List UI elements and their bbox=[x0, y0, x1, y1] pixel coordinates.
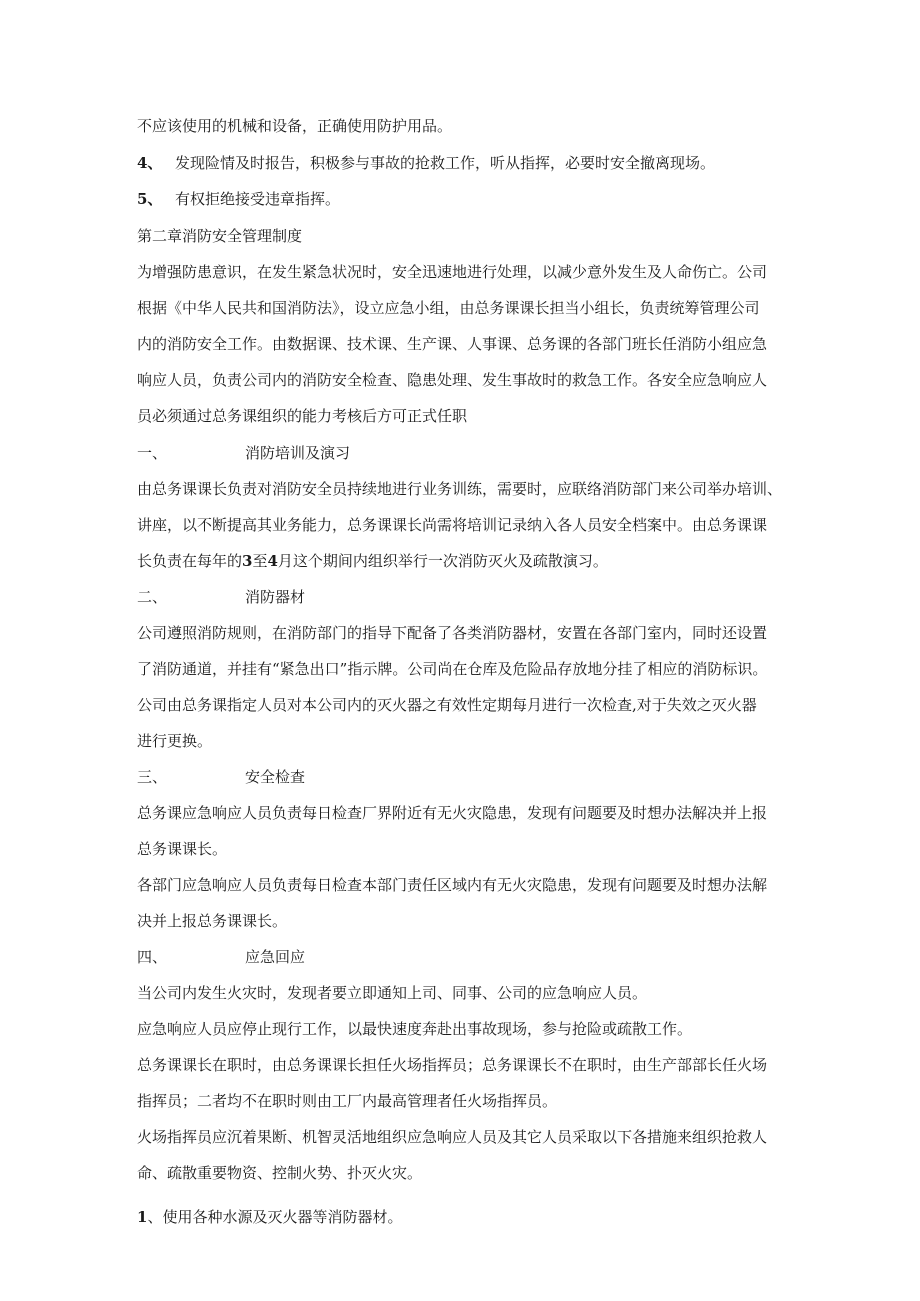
chapter-title: 第二章消防安全管理制度 bbox=[137, 227, 303, 245]
text-line: 总务课课长。 bbox=[137, 840, 228, 858]
text-line: 响应人员，负责公司内的消防安全检查、隐患处理、发生事故时的救急工作。各安全应急响应人 bbox=[137, 371, 768, 389]
section-title: 安全检查 bbox=[245, 768, 306, 786]
text-line: 各部门应急响应人员负责每日检查本部门责任区域内有无火灾隐患，发现有问题要及时想办法解 bbox=[137, 876, 768, 894]
text-line: 命、疏散重要物资、控制火势、扑灭火灾。 bbox=[137, 1164, 423, 1182]
text-line: 为增强防患意识，在发生紧急状况时，安全迅速地进行处理，以减少意外发生及人命伤亡。公司 bbox=[137, 263, 768, 281]
text-line: 当公司内发生火灾时，发现者要立即通知上司、同事、公司的应急响应人员。 bbox=[137, 984, 648, 1002]
section-heading bbox=[137, 443, 350, 463]
text-line: 总务课课长在职时，由总务课课长担任火场指挥员；总务课课长不在职时，由生产部部长任火场 bbox=[137, 1056, 768, 1074]
item-text: 有权拒绝接受违章指挥。 bbox=[175, 190, 341, 208]
item-number: 1 bbox=[137, 1208, 148, 1226]
text-line: 内的消防安全工作。由数据课、技术课、生产课、人事课、总务课的各部门班长任消防小组应急 bbox=[137, 335, 768, 353]
text-line: 由总务课课长负责对消防安全员持续地进行业务训练，需要时，应联络消防部门来公司举办培训、 bbox=[137, 480, 783, 498]
text-line: 不应该使用的机械和设备，正确使用防护用品。 bbox=[137, 117, 453, 135]
text-line: 总务课应急响应人员负责每日检查厂界附近有无火灾隐患，发现有问题要及时想办法解决并上报 bbox=[137, 804, 768, 822]
section-title: 消防器材 bbox=[245, 588, 306, 606]
text-line: 了消防通道，并挂有“紧急出口”指示牌。公司尚在仓库及危险品存放地分挂了相应的消防标识。 bbox=[137, 660, 768, 678]
section-title: 应急回应 bbox=[245, 948, 306, 966]
text-line: 公司由总务课指定人员对本公司内的灭火器之有效性定期每月进行一次检查,对于失效之灭火器 bbox=[137, 696, 757, 714]
item-number: 4、 bbox=[137, 154, 163, 172]
item-text: 发现险情及时报告，积极参与事故的抢救工作，听从指挥，必要时安全撤离现场。 bbox=[175, 154, 716, 172]
text-line: 指挥员；二者均不在职时则由工厂内最高管理者任火场指挥员。 bbox=[137, 1092, 558, 1110]
item-text: 、使用各种水源及灭火器等消防器材。 bbox=[147, 1208, 403, 1226]
item-number: 5、 bbox=[137, 190, 163, 208]
text-line: 火场指挥员应沉着果断、机智灵活地组织应急响应人员及其它人员采取以下各措施来组织抢救人 bbox=[137, 1128, 768, 1146]
section-heading bbox=[137, 947, 305, 967]
section-heading bbox=[137, 587, 305, 607]
section-heading bbox=[137, 767, 305, 787]
section-number: 一、 bbox=[137, 444, 168, 462]
section-number: 四、 bbox=[137, 948, 168, 966]
text-line: 决并上报总务课课长。 bbox=[137, 912, 288, 930]
list-item bbox=[137, 1207, 402, 1227]
text-line: 进行更换。 bbox=[137, 732, 213, 750]
text-line: 员必须通过总务课组织的能力考核后方可正式任职 bbox=[137, 407, 468, 425]
text-line: 长负责在每年的3至4月这个期间内组织举行一次消防灭火及疏散演习。 bbox=[137, 552, 608, 570]
section-number: 三、 bbox=[137, 768, 168, 786]
section-title: 消防培训及演习 bbox=[245, 444, 351, 462]
text-line: 应急响应人员应停止现行工作，以最快速度奔赴出事故现场，参与抢险或疏散工作。 bbox=[137, 1020, 693, 1038]
text-line: 讲座，以不断提高其业务能力，总务课课长尚需将培训记录纳入各人员安全档案中。由总务课课 bbox=[137, 516, 768, 534]
list-item bbox=[137, 189, 340, 209]
text-line: 根据《中华人民共和国消防法》，设立应急小组，由总务课课长担当小组长，负责统筹管理公司 bbox=[137, 299, 760, 317]
text-line: 公司遵照消防规则，在消防部门的指导下配备了各类消防器材，安置在各部门室内，同时还设置 bbox=[137, 624, 768, 642]
list-item bbox=[137, 153, 715, 173]
section-number: 二、 bbox=[137, 588, 168, 606]
